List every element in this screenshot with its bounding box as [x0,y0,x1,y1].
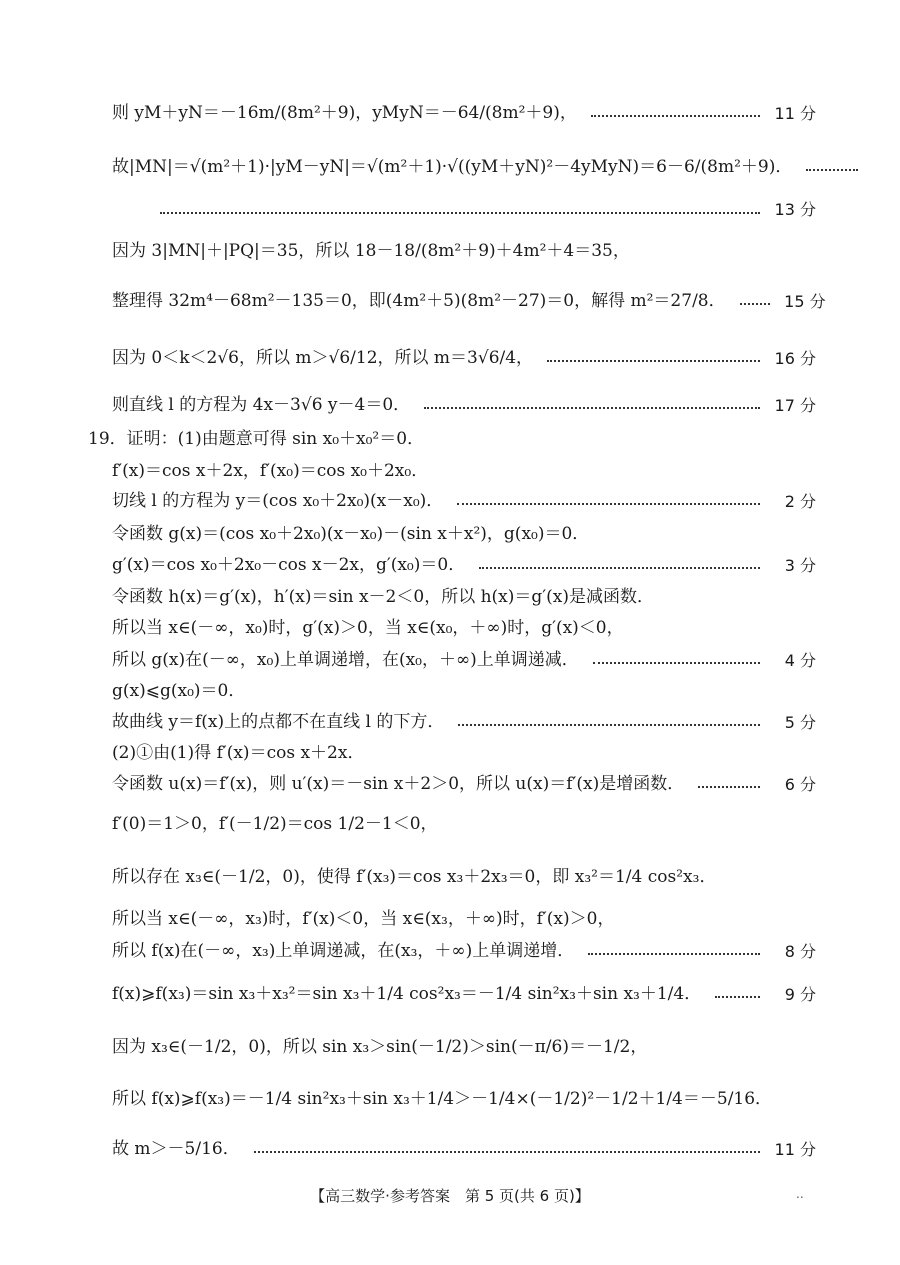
solution-line [112,1140,816,1159]
formula-text: 所以 g(x)在(－∞，x₀)上单调递增，在(x₀，＋∞)上单调递减． [112,650,579,670]
score-label: 5 分 [784,712,816,732]
formula-text: 19．证明：(1)由题意可得 sin x₀＋x₀²＝0． [88,429,425,449]
formula-text: 所以 f(x)⩾f(x₃)＝－1/4 sin²x₃＋sin x₃＋1/4＞－1/4×(－1/2)²－1/2＋1/4＝－5/16． [112,1089,773,1109]
leader-dots [547,360,760,362]
solution-line [112,349,816,368]
solution-line [112,910,816,929]
solution-line [112,291,826,311]
leader-dots [591,115,760,117]
formula-text: 令函数 g(x)＝(cos x₀＋2x₀)(x－x₀)－(sin x＋x²)，g(x₀)＝0． [112,524,590,544]
solution-line [112,556,816,575]
solution-line [112,588,816,607]
leader-dots [424,407,760,409]
solution-line [112,462,816,481]
score-label: 11 分 [774,1139,816,1159]
formula-text: 则 yM＋yN＝－16m/(8m²＋9)，yMyN＝－64/(8m²＋9)， [112,103,577,123]
solution-line [112,868,816,887]
formula-text: 因为 0＜k＜2√6，所以 m＞√6/12，所以 m＝3√6/4， [112,348,534,368]
solution-line [112,942,816,961]
formula-text: 所以 f(x)在(－∞，x₃)上单调递减，在(x₃，＋∞)上单调递增． [112,941,575,961]
leader-dots [479,567,760,569]
solution-line [112,525,816,544]
formula-text: 切线 l 的方程为 y＝(cos x₀＋2x₀)(x－x₀)． [112,491,444,511]
solution-line [112,1090,816,1109]
solution-line [112,985,816,1004]
formula-text: 故 m＞－5/16． [112,1139,240,1159]
solution-line [112,744,816,763]
formula-text: 故|MN|＝√(m²＋1)·|yM－yN|＝√(m²＋1)·√((yM＋yN)²－4yMyN)＝6－6/(8m²＋9)． [112,157,793,177]
formula-text: g′(x)＝cos x₀＋2x₀－cos x－2x，g′(x₀)＝0． [112,555,466,575]
formula-text: (2)①由(1)得 f′(x)＝cos x＋2x． [112,743,365,763]
leader-dots [458,724,760,726]
solution-line [112,651,816,670]
formula-text: g(x)⩽g(x₀)＝0． [112,681,246,701]
formula-text: 因为 3|MN|＋|PQ|＝35，所以 18－18/(8m²＋9)＋4m²＋4＝35， [112,241,630,261]
solution-line [112,492,816,511]
formula-text: 因为 x₃∈(－1/2，0)，所以 sin x₃＞sin(－1/2)＞sin(－π/6)＝－1/2， [112,1037,648,1057]
leader-dots [588,953,760,955]
leader-dots [806,169,858,171]
solution-line [160,201,816,219]
solution-line [112,158,816,177]
formula-text: 令函数 h(x)＝g′(x)，h′(x)＝sin x－2＜0，所以 h(x)＝g′(x)是减函数． [112,587,654,607]
solution-line [112,775,816,794]
formula-text: 所以当 x∈(－∞，x₃)时，f′(x)＜0，当 x∈(x₃，＋∞)时，f′(x)＞0， [112,909,615,929]
solution-line [112,682,816,701]
formula-text: 故曲线 y＝f(x)上的点都不在直线 l 的下方． [112,712,445,732]
solution-line [112,713,816,732]
solution-line [112,815,816,834]
score-label: 2 分 [784,491,816,511]
score-label: 6 分 [784,774,816,794]
score-label: 9 分 [784,984,816,1004]
solution-line [112,619,816,638]
formula-text: f′(0)＝1＞0，f′(－1/2)＝cos 1/2－1＜0， [112,814,438,834]
corner-mark: .. [796,1187,804,1201]
score-label: 13 分 [774,200,816,219]
leader-dots [740,303,770,305]
score-label: 3 分 [784,555,816,575]
leader-dots [593,662,760,664]
score-label: 15 分 [784,291,826,311]
leader-dots [160,212,760,214]
problem-19-heading [88,430,816,449]
leader-dots [715,996,760,998]
leader-dots [457,503,760,505]
leader-dots [698,786,760,788]
score-label: 16 分 [774,348,816,368]
formula-text: 整理得 32m⁴－68m²－135＝0，即(4m²＋5)(8m²－27)＝0，解得 m²＝27/8． [112,291,726,311]
page-footer: 【高三数学·参考答案 第 5 页(共 6 页)】 [310,1187,590,1205]
leader-dots [254,1151,760,1153]
score-label: 8 分 [784,941,816,961]
formula-text: f(x)⩾f(x₃)＝sin x₃＋x₃²＝sin x₃＋1/4 cos²x₃＝－1/4 sin²x₃＋sin x₃＋1/4． [112,984,702,1004]
formula-text: 所以存在 x₃∈(－1/2，0)，使得 f′(x₃)＝cos x₃＋2x₃＝0，即 x₃²＝1/4 cos²x₃． [112,867,717,887]
solution-line [112,242,816,261]
score-label: 11 分 [774,103,816,123]
formula-text: f′(x)＝cos x＋2x，f′(x₀)＝cos x₀＋2x₀． [112,461,429,481]
formula-text: 则直线 l 的方程为 4x－3√6 y－4＝0． [112,395,411,415]
score-label: 4 分 [784,650,816,670]
solution-line [112,396,816,415]
solution-line [112,1038,816,1057]
formula-text: 令函数 u(x)＝f′(x)，则 u′(x)＝－sin x＋2＞0，所以 u(x)＝f′(x)是增函数． [112,774,685,794]
score-label: 17 分 [774,395,816,415]
solution-line [112,104,816,123]
formula-text: 所以当 x∈(－∞，x₀)时，g′(x)＞0，当 x∈(x₀，＋∞)时，g′(x)＜0， [112,618,624,638]
